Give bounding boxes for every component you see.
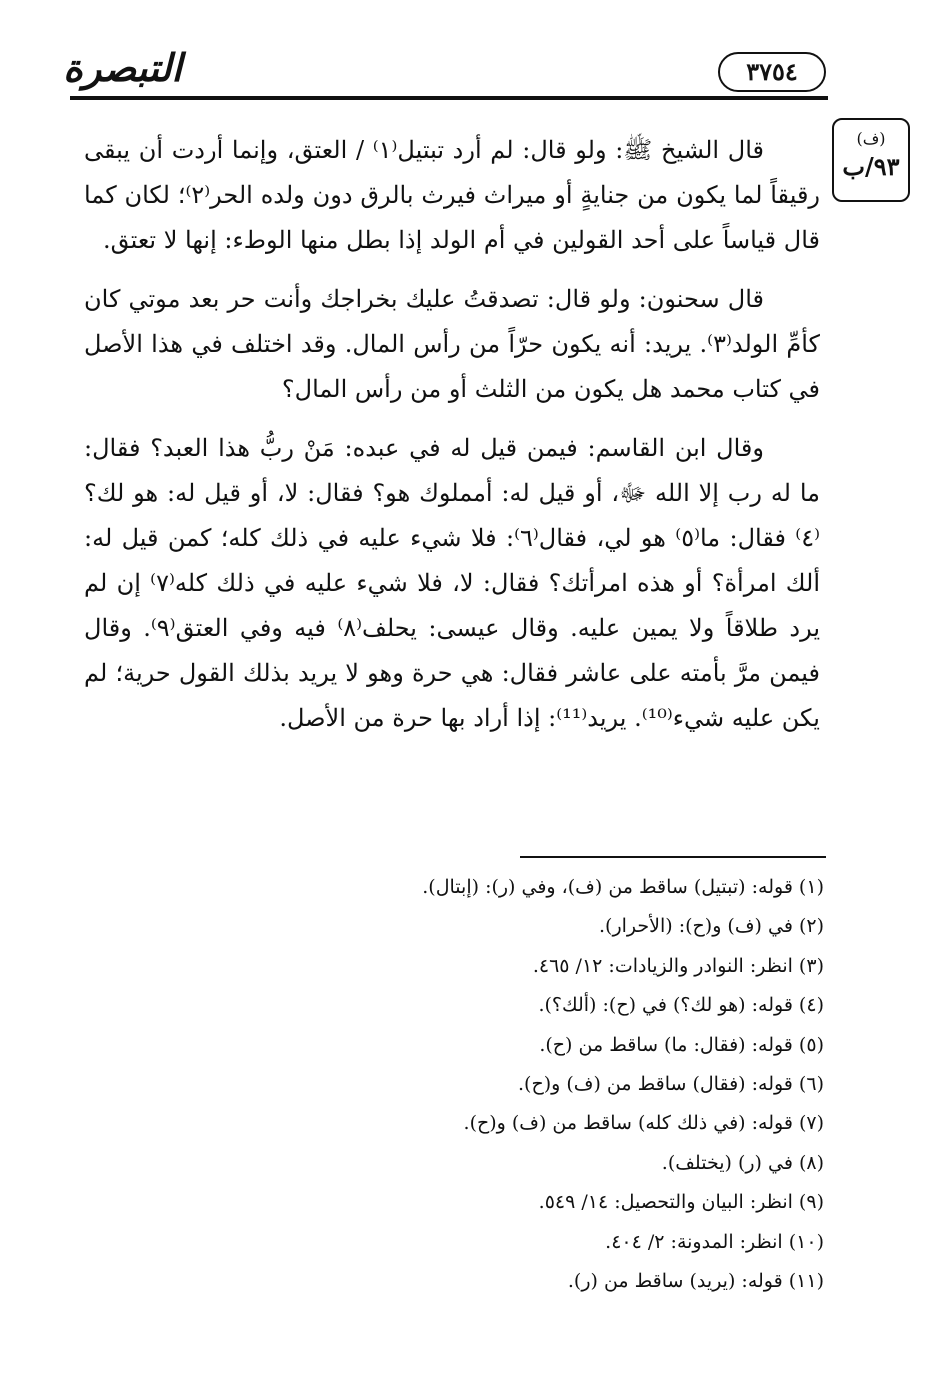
footnote: (٩) انظر: البيان والتحصيل: ١٤/ ٥٤٩.	[538, 1191, 824, 1214]
footnote: (٧) قوله: (في ذلك كله) ساقط من (ف) و(ح).	[463, 1112, 824, 1135]
footnote: (١١) قوله: (يريد) ساقط من (ر).	[567, 1270, 824, 1293]
header-rule	[70, 96, 828, 100]
footnote: (٥) قوله: (فقال: ما) ساقط من (ح).	[539, 1033, 824, 1056]
running-head-title: التبصرة	[63, 45, 182, 90]
folio-number: ٩٣/ب	[842, 152, 900, 181]
footnote: (١٠) انظر: المدونة: ٢/ ٤٠٤.	[605, 1230, 824, 1253]
main-text	[84, 128, 820, 755]
footnotes	[84, 868, 824, 1301]
footnote: (٣) انظر: النوادر والزيادات: ١٢/ ٤٦٥.	[532, 954, 824, 977]
footnote: (١) قوله: (تبتيل) ساقط من (ف)، وفي (ر): (إبتال).	[422, 876, 824, 898]
footnote: (٢) في (ف) و(ح): (الأحرار).	[599, 915, 824, 938]
manuscript-folio-reference	[832, 118, 910, 202]
paragraph: وقال ابن القاسم: فيمن قيل له في عبده: مَنْ ربُّ هذا العبد؟ فقال: ما له رب إلا الله ﷻ، أو قيل له: أمملوك هو؟ فقال: لا، أو قيل له: هو لك؟⁽٤⁾ فقال: ما⁽٥⁾ هو لي، فقال⁽٦⁾: فلا شيء عليه في ذلك كله؛ كمن قيل له: ألك امرأة؟ أو هذه امرأتك؟ فقال: لا، فلا شيء عليه في ذلك كله⁽٧⁾ إن لم يرد طلاقاً ولا يمين عليه. وقال عيسى: يحلف⁽٨⁾ فيه وفي العتق⁽٩⁾. وقال فيمن مرَّ بأمته على عاشر فقال: هي حرة وهو لا يريد بذلك القول حرية؛ لم يكن عليه شيء⁽¹⁰⁾. يريد⁽¹¹⁾: إذا أراد بها حرة من الأصل.	[84, 434, 821, 732]
page-number: ٣٧٥٤	[718, 52, 826, 92]
paragraph: قال الشيخ ﷺ: ولو قال: لم أرد تبتيل⁽١⁾ / العتق، وإنما أردت أن يبقى رقيقاً لما يكون من جنايةٍ أو ميراث فيرث بالرق دون ولده الحر⁽٢⁾؛ لكان كما قال قياساً على أحد القولين في أم الولد إذا بطل منها الوطء: إنها لا تعتق.	[84, 136, 820, 254]
footnote: (٦) قوله: (فقال) ساقط من (ف) و(ح).	[518, 1073, 824, 1096]
footnote-separator	[520, 856, 826, 858]
footnote: (٨) في (ر) (يختلف).	[661, 1151, 824, 1174]
paragraph: قال سحنون: ولو قال: تصدقتُ عليك بخراجك وأنت حر بعد موتي كان كأمِّ الولد⁽٣⁾. يريد: أنه يكون حرّاً من رأس المال. وقد اختلف في هذا الأصل في كتاب محمد هل يكون من الثلث أو من رأس المال؟	[84, 285, 820, 403]
footnote: (٤) قوله: (هو لك؟) في (ح): (ألك؟).	[538, 994, 824, 1017]
folio-source: (ف)	[856, 129, 886, 148]
